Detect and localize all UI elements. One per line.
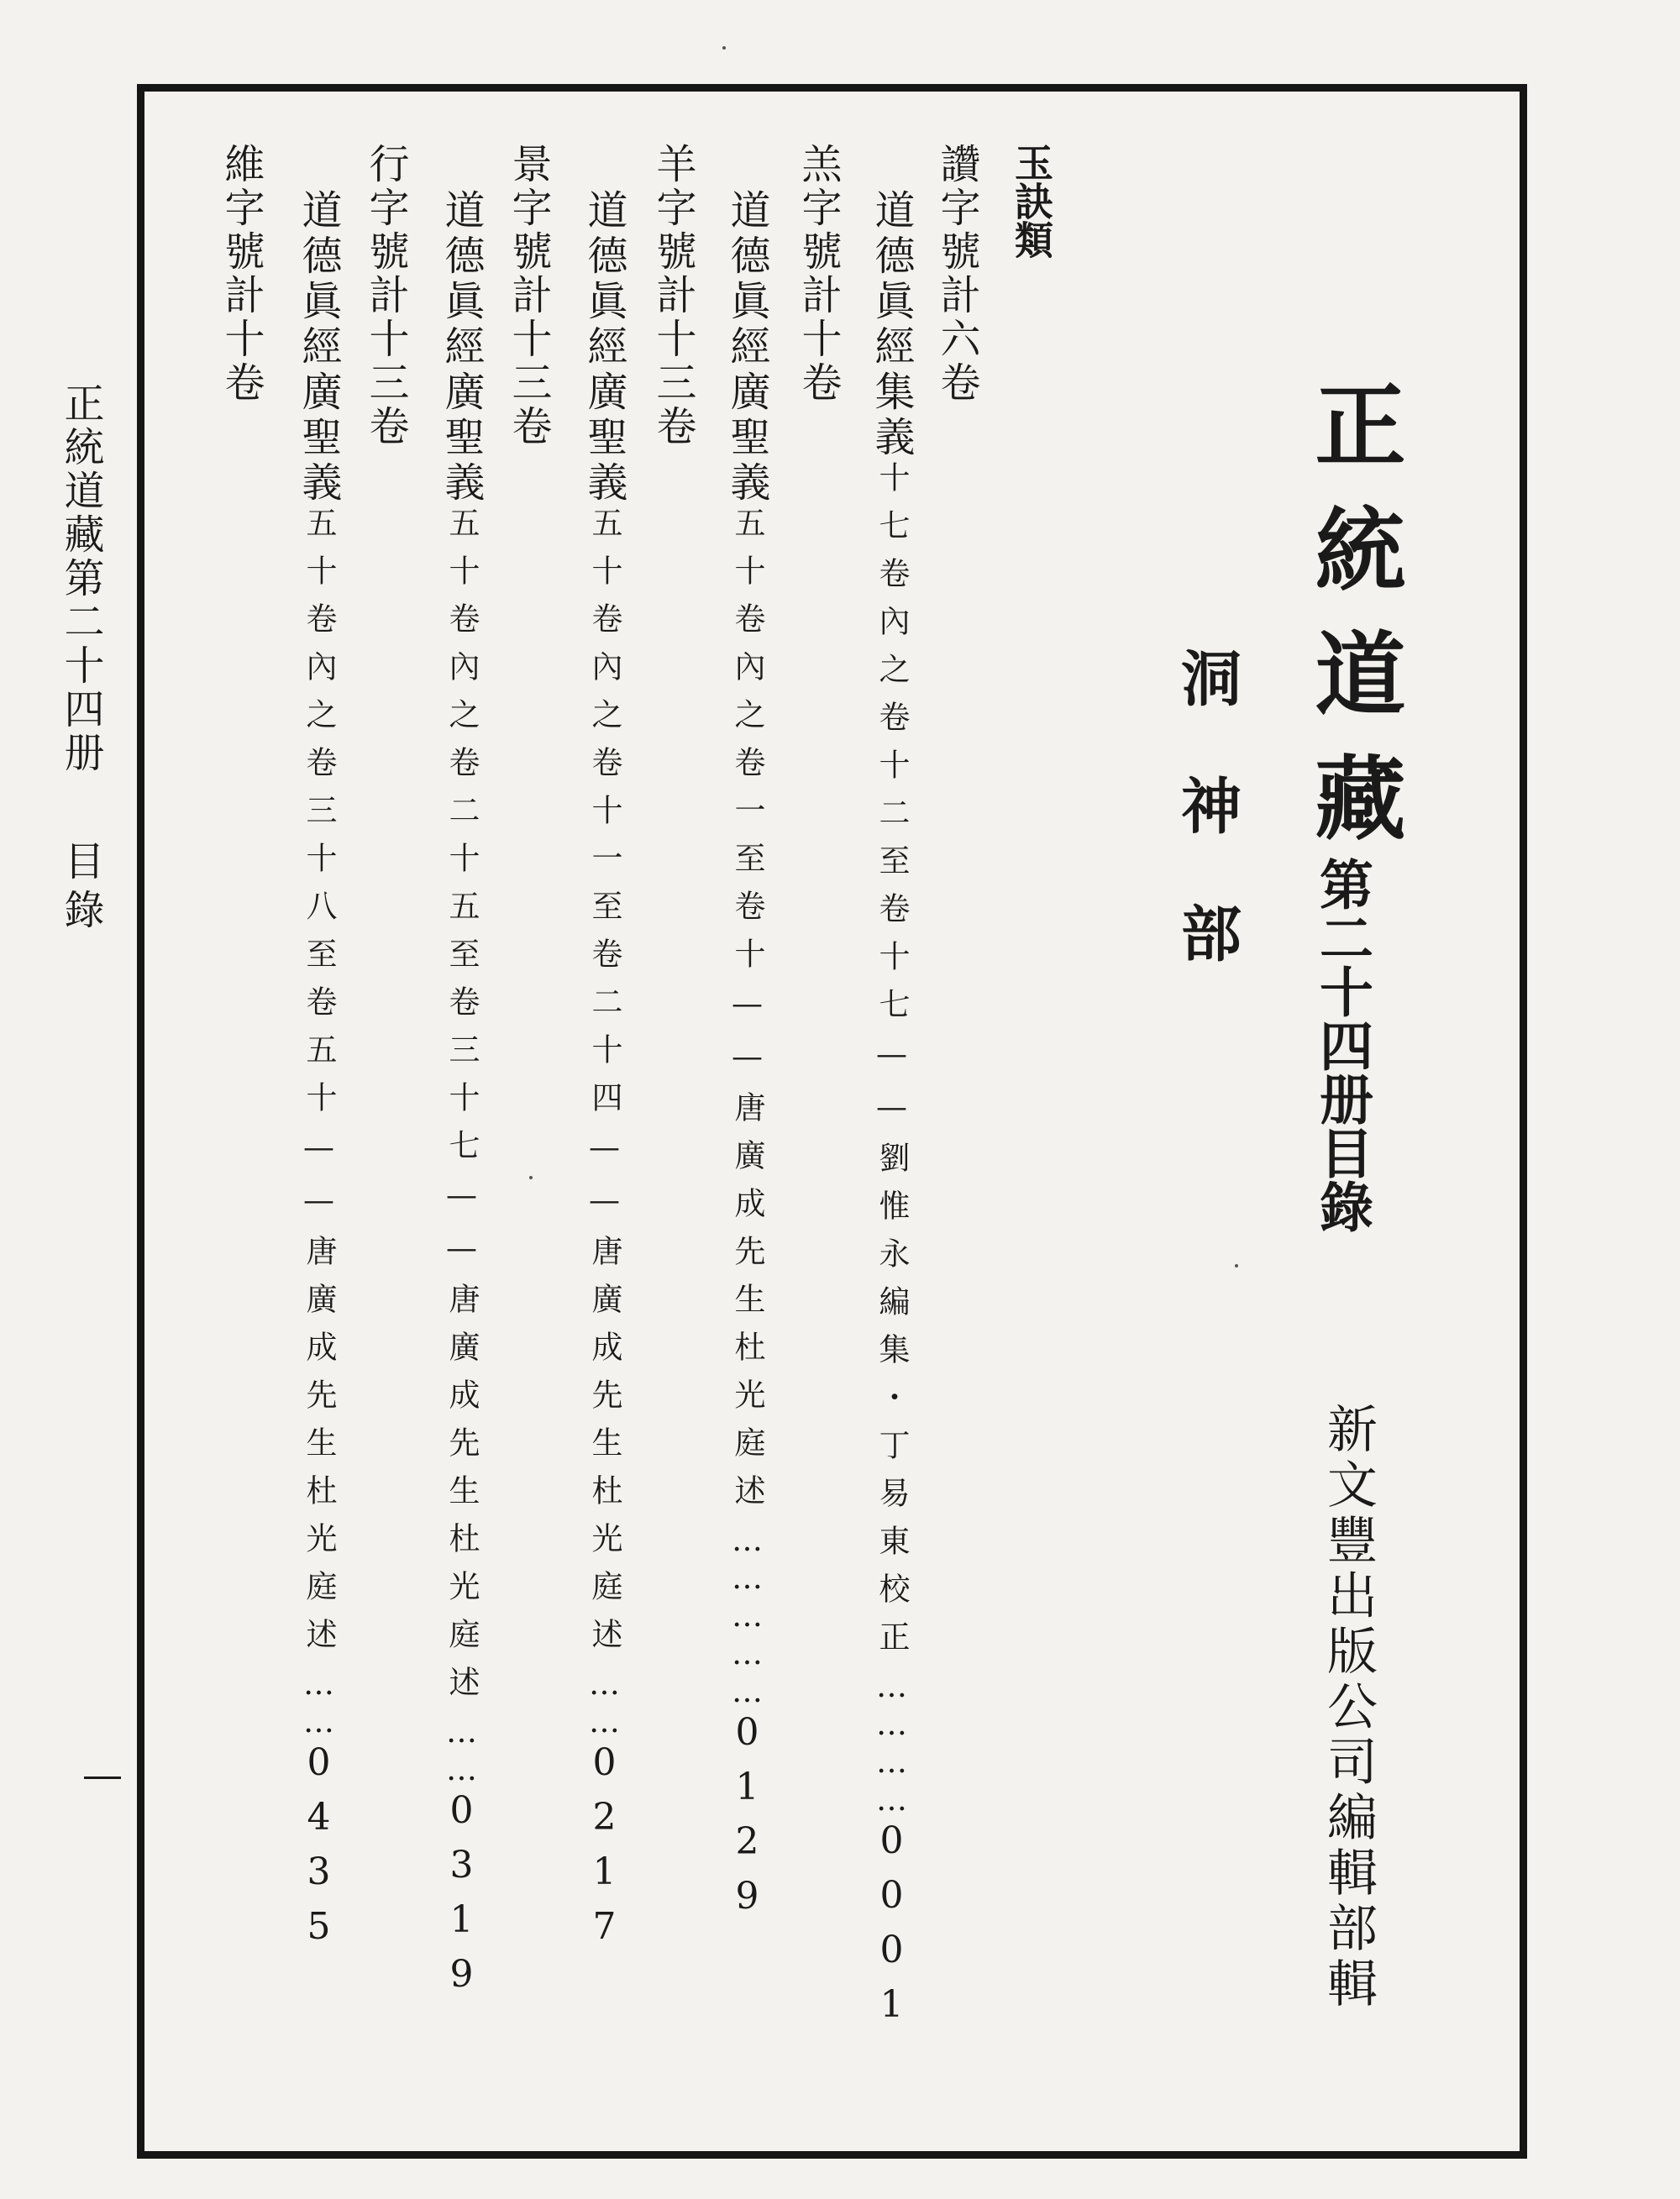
dot-leader: ……………: [729, 1522, 765, 1711]
entry-hao-4: 景字號計十三卷: [505, 143, 552, 449]
entry-title-text: 道德眞經廣聖義: [295, 189, 342, 506]
entry-title-text: 道德眞經廣聖義: [723, 189, 770, 506]
entry-detail: 五十卷內之卷一至卷十——唐廣成先生杜光庭述: [729, 506, 765, 1522]
entry-page[interactable]: 0129: [726, 1711, 769, 1929]
entry-title-text: 道德眞經廣聖義: [438, 189, 485, 506]
category-heading: 玉訣類: [1009, 143, 1054, 259]
folio-number: [79, 1758, 113, 1806]
entry-page[interactable]: 0217: [583, 1741, 626, 1960]
dot-leader: ……: [586, 1666, 622, 1741]
dot-leader: ……: [444, 1714, 480, 1789]
dot-leader: …………: [874, 1668, 910, 1819]
entry-title-4: [438, 189, 485, 2007]
entry-title-1: [868, 189, 915, 2038]
entry-page[interactable]: 0001: [870, 1819, 913, 2038]
entry-title-text: 道德眞經集義: [868, 189, 915, 461]
publisher-line: 新文豐出版公司編輯部輯: [1319, 1403, 1378, 2013]
entry-page[interactable]: 0319: [440, 1789, 483, 2007]
entry-detail: 五十卷內之卷二十五至卷三十七——唐廣成先生杜光庭述: [444, 506, 480, 1714]
section-title: 洞神部: [1171, 647, 1242, 1030]
volume-title: 第二十四册目錄: [1310, 857, 1373, 1233]
entry-hao-1: 讚字號計六卷: [933, 143, 980, 405]
entry-title-text: 道德眞經廣聖義: [580, 189, 627, 506]
running-section: 目錄: [57, 840, 104, 937]
dot-leader: ……: [301, 1666, 337, 1741]
entry-hao-6: 維字號計十卷: [218, 143, 265, 405]
entry-detail: 五十卷內之卷三十八至卷五十——唐廣成先生杜光庭述: [301, 506, 337, 1666]
entry-detail: 十七卷內之卷十二至卷十七——劉惟永編集・丁易東校正: [874, 461, 910, 1668]
entry-title-5: [295, 189, 342, 1960]
entry-title-2: [723, 189, 770, 1929]
running-title: 正統道藏第二十四册: [57, 382, 104, 775]
scan-speck: [1235, 1264, 1238, 1267]
entry-hao-2: 羔字號計十卷: [795, 143, 842, 405]
scan-speck: [529, 1176, 533, 1179]
collection-title: 正統道藏: [1299, 378, 1404, 875]
entry-detail: 五十卷內之卷十一至卷二十四——唐廣成先生杜光庭述: [586, 506, 622, 1666]
entry-hao-5: 行字號計十三卷: [362, 143, 409, 449]
entry-page[interactable]: 0435: [297, 1741, 340, 1960]
entry-hao-3: 羊字號計十三卷: [649, 143, 696, 449]
entry-title-3: [580, 189, 627, 1960]
scan-speck: [722, 46, 726, 50]
